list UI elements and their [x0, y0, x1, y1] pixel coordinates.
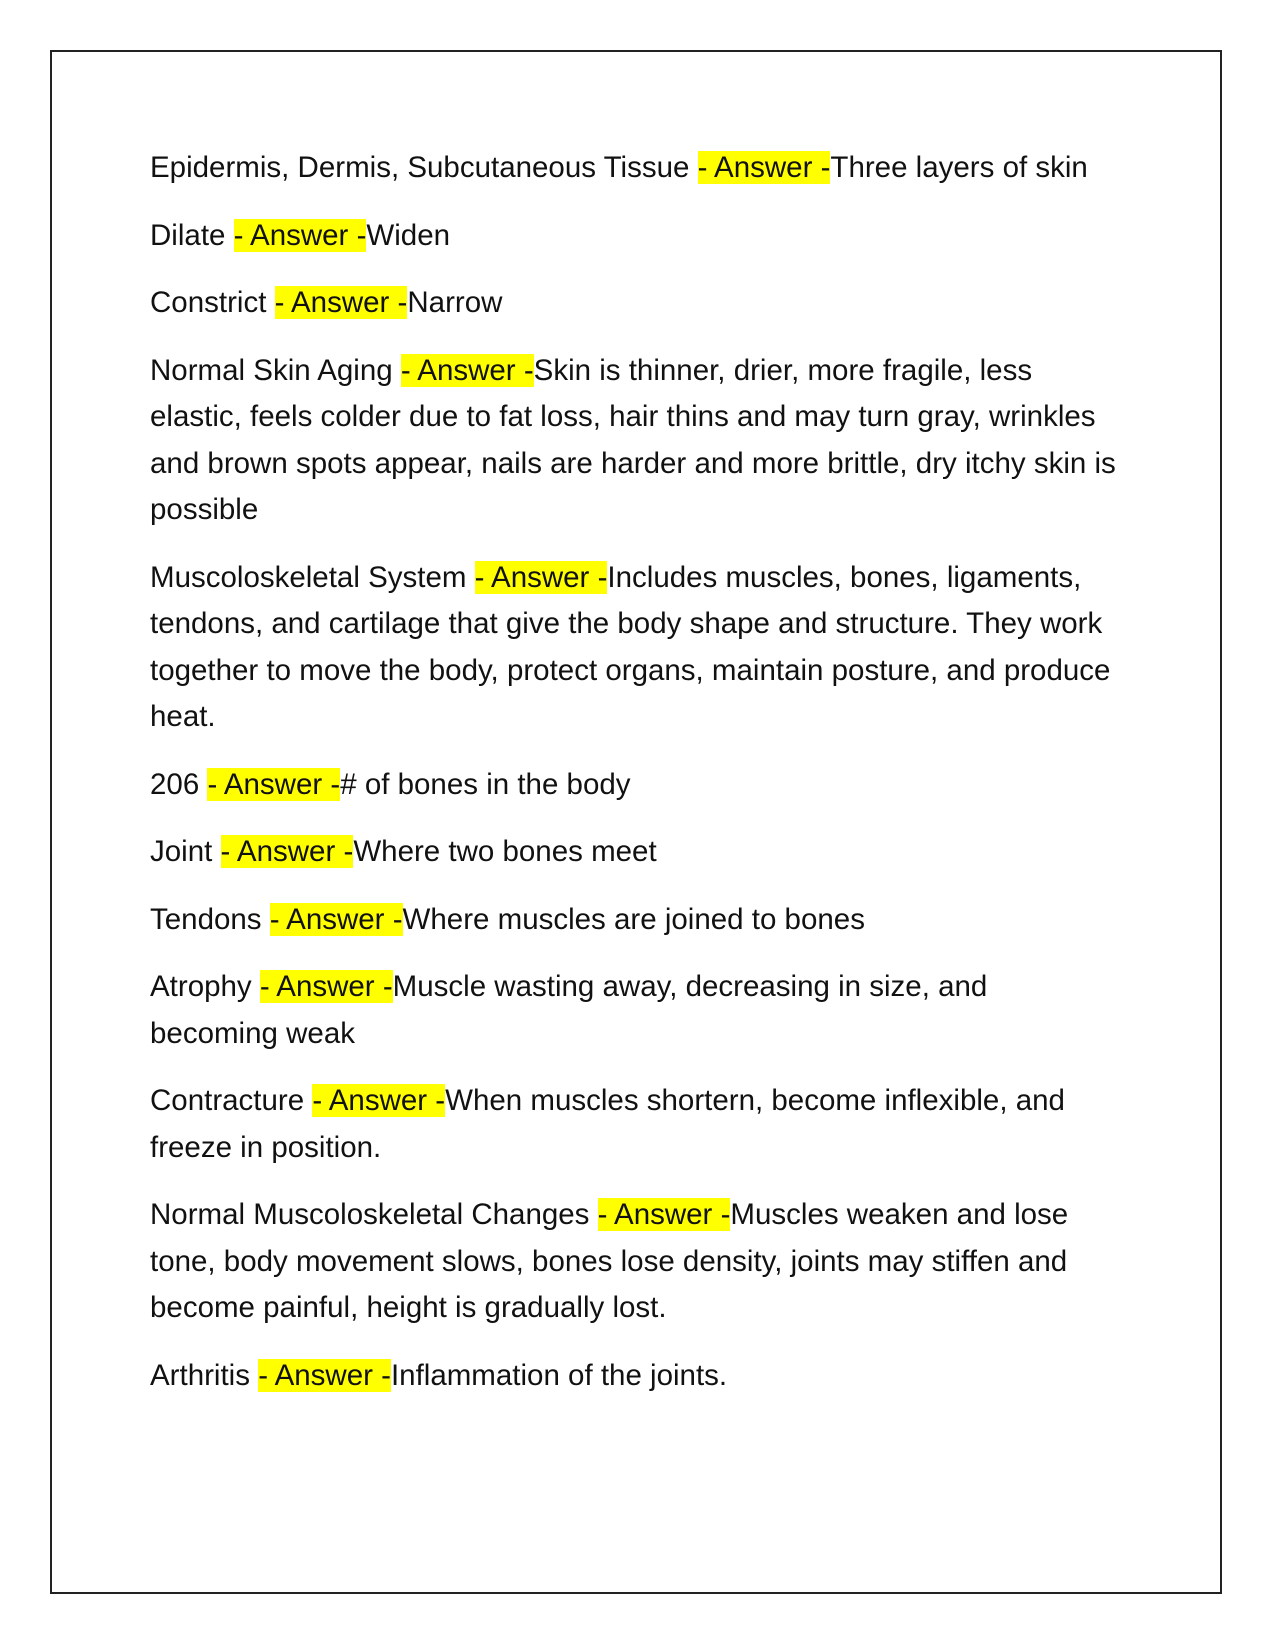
- entry-atrophy: [150, 964, 1120, 1057]
- answer-separator: - Answer -: [258, 1358, 391, 1392]
- term: Arthritis: [150, 1358, 250, 1392]
- definition: Muscles weaken and lose tone, body movement slows, bones lose density, joints may stiffen and become painful, height is gradually lost.: [150, 1198, 1069, 1324]
- answer-separator: - Answer -: [207, 767, 341, 801]
- term: Epidermis, Dermis, Subcutaneous Tissue: [150, 151, 690, 184]
- definition: Skin is thinner, drier, more fragile, less elastic, feels colder due to fat loss, hair thins and may turn gray, wrinkles and brown spots appear, nails are harder and more brittle, dry itchy skin is possible: [150, 353, 1116, 526]
- definition: Muscle wasting away, decreasing in size, and becoming weak: [150, 970, 988, 1050]
- definition: When muscles shortern, become inflexible, and freeze in position.: [150, 1084, 1065, 1164]
- term: Normal Skin Aging: [150, 353, 393, 387]
- entry-joint: [150, 829, 1120, 876]
- definition: # of bones in the body: [340, 767, 631, 801]
- answer-separator: - Answer -: [474, 560, 608, 594]
- term: Constrict: [150, 286, 267, 319]
- term: Muscoloskeletal System: [150, 560, 467, 594]
- definition: Narrow: [407, 286, 503, 319]
- answer-separator: - Answer -: [597, 1198, 731, 1231]
- answer-separator: - Answer -: [400, 353, 534, 387]
- entry-normal-musculoskeletal-changes: [150, 1192, 1120, 1332]
- definition: Widen: [366, 218, 451, 252]
- answer-separator: - Answer -: [312, 1084, 446, 1117]
- term: Contracture: [150, 1084, 305, 1117]
- definition: Inflammation of the joints.: [390, 1358, 728, 1392]
- definition: Where two bones meet: [353, 835, 657, 868]
- entry-dilate: [150, 213, 1120, 260]
- answer-separator: - Answer -: [220, 835, 354, 868]
- term: Dilate: [150, 218, 226, 252]
- entry-206: [150, 762, 1120, 809]
- term: Tendons: [150, 902, 262, 936]
- entry-tendons: [150, 897, 1120, 944]
- definition: Where muscles are joined to bones: [402, 902, 865, 936]
- term: 206: [150, 767, 200, 801]
- answer-separator: - Answer -: [274, 286, 408, 319]
- entry-normal-skin-aging: [150, 348, 1120, 534]
- answer-separator: - Answer -: [697, 151, 831, 184]
- definition: Three layers of skin: [830, 151, 1088, 184]
- answer-separator: - Answer -: [269, 902, 403, 936]
- definition: Includes muscles, bones, ligaments, tendons, and cartilage that give the body shape and structure. They work together to move the body, protect organs, maintain posture, and produce heat.: [150, 560, 1111, 733]
- entry-constrict: [150, 280, 1120, 327]
- entry-layers-of-skin: [150, 145, 1120, 192]
- entry-arthritis: [150, 1353, 1120, 1400]
- term: Joint: [150, 835, 213, 868]
- term: Normal Muscoloskeletal Changes: [150, 1198, 590, 1231]
- answer-separator: - Answer -: [259, 970, 393, 1003]
- flashcard-list: [150, 145, 1120, 1420]
- entry-contracture: [150, 1078, 1120, 1171]
- term: Atrophy: [150, 970, 252, 1003]
- answer-separator: - Answer -: [233, 218, 367, 252]
- entry-musculoskeletal-system: [150, 555, 1120, 741]
